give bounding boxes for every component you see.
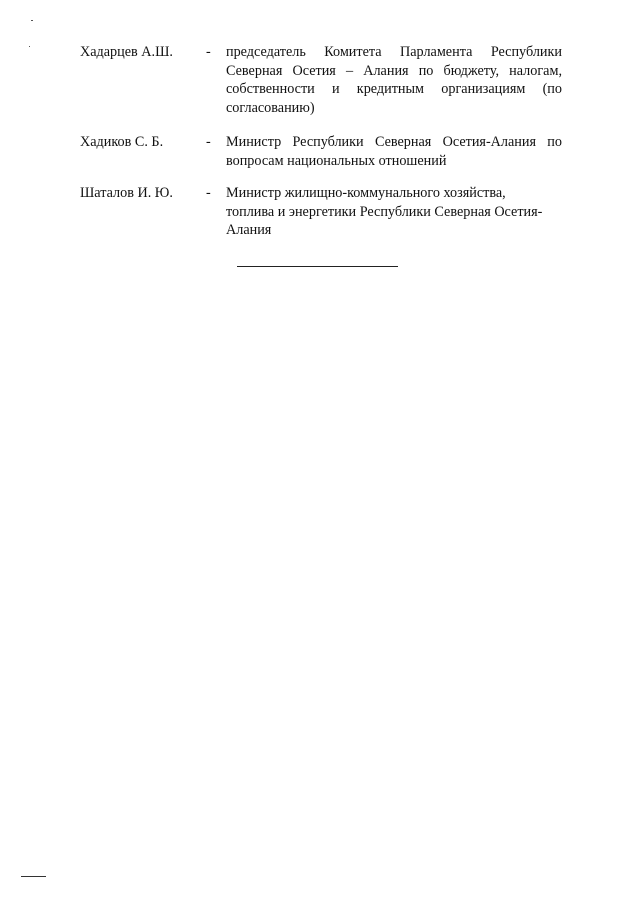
position-line: председатель Комитета Парламента Республики <box>226 44 562 60</box>
member-dash: - <box>206 44 211 60</box>
position-line: собственности и кредитным организациям (по <box>226 81 562 98</box>
member-position <box>226 184 562 240</box>
position-line: Северная Осетия – Алания по бюджету, налогам, <box>226 62 562 79</box>
scan-speck <box>31 20 33 21</box>
member-name: Шаталов И. Ю. <box>80 185 173 201</box>
scan-speck <box>29 46 30 47</box>
member-dash: - <box>206 134 211 150</box>
member-name: Хадиков С. Б. <box>80 134 164 150</box>
position-line: Министр жилищно-коммунального хозяйства, <box>226 185 506 201</box>
position-line: согласованию) <box>226 99 315 116</box>
member-entry <box>80 133 565 171</box>
member-position <box>226 43 562 117</box>
end-of-list-line <box>237 266 398 267</box>
position-line: вопросам национальных отношений <box>226 152 447 169</box>
member-position <box>226 133 562 170</box>
member-entry <box>80 43 565 118</box>
position-line: Алания <box>226 222 272 239</box>
member-name: Хадарцев А.Ш. <box>80 44 173 60</box>
position-line: топлива и энергетики Республики Северная Осетия- <box>226 203 543 220</box>
member-dash: - <box>206 185 211 201</box>
scan-edge-mark <box>21 876 46 877</box>
position-line: Министр Республики Северная Осетия-Алания по <box>226 134 562 150</box>
member-entry <box>80 184 565 240</box>
